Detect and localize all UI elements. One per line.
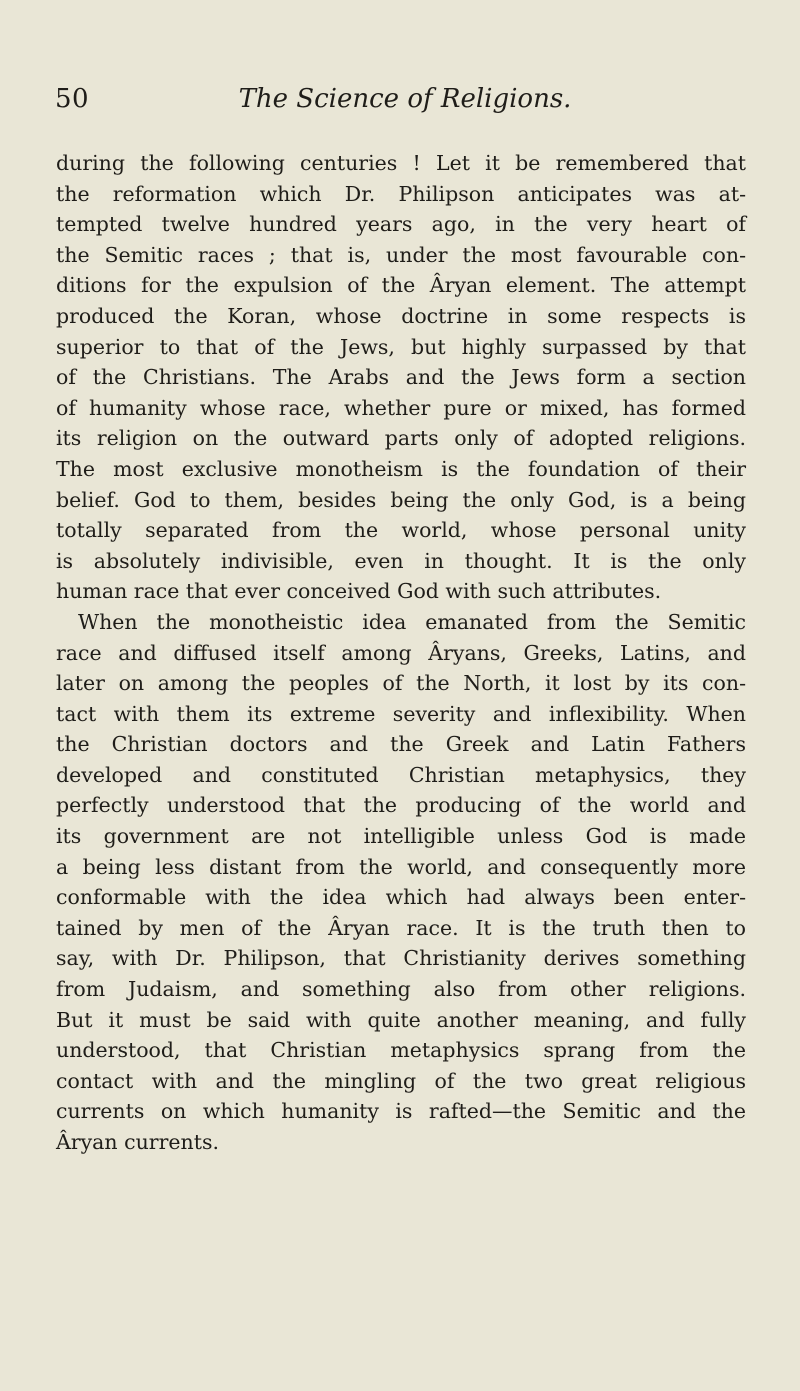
text-line: is absolutely indivisible, even in thought. It is the only — [56, 548, 746, 573]
text-line: the Semitic races ; that is, under the most favourable con- — [56, 242, 746, 267]
text-line: tact with them its extreme severity and inflexibility. When — [56, 701, 746, 726]
text-line: of the Christians. The Arabs and the Jews form a section — [56, 365, 746, 390]
text-line: human race that ever conceived God with such attributes. — [56, 579, 662, 604]
text-line: later on among the peoples of the North, it lost by its con- — [56, 671, 746, 696]
text-line: The most exclusive monotheism is the foundation of their — [56, 456, 746, 481]
text-line: of humanity whose race, whether pure or mixed, has formed — [56, 395, 746, 420]
text-line: a being less distant from the world, and consequently more — [56, 854, 746, 879]
text-line: its religion on the outward parts only of adopted religions. — [56, 426, 746, 451]
text-line: during the following centuries ! Let it be remembered that — [56, 151, 746, 175]
text-line: tempted twelve hundred years ago, in the very heart of — [56, 212, 746, 237]
text-line: Âryan currents. — [56, 1130, 220, 1154]
running-title: The Science of Religions. — [238, 84, 572, 114]
text-line: race and diffused itself among Âryans, Greeks, Latins, and — [56, 640, 746, 665]
page-number: 50 — [55, 84, 90, 114]
text-line: conformable with the idea which had always been enter- — [56, 885, 746, 910]
text-line: say, with Dr. Philipson, that Christianity derives something — [56, 946, 746, 971]
body-text — [56, 148, 746, 1158]
text-line: superior to that of the Jews, but highly surpassed by that — [56, 334, 746, 359]
text-line: understood, that Christian metaphysics sprang from the — [56, 1038, 746, 1063]
text-line: belief. God to them, besides being the only God, is a being — [56, 487, 746, 512]
text-line: developed and constituted Christian metaphysics, they — [56, 762, 746, 787]
text-line: But it must be said with quite another meaning, and fully — [56, 1007, 746, 1032]
text-line: the Christian doctors and the Greek and Latin Fathers — [56, 732, 746, 757]
text-line: ditions for the expulsion of the Âryan element. The attempt — [56, 273, 746, 298]
text-line: totally separated from the world, whose personal unity — [56, 518, 746, 543]
text-line: its government are not intelligible unless God is made — [56, 824, 746, 849]
text-line: produced the Koran, whose doctrine in some respects is — [56, 303, 746, 328]
text-line: the reformation which Dr. Philipson anticipates was at- — [56, 181, 746, 206]
page-header — [55, 84, 755, 124]
text-line: tained by men of the Âryan race. It is the truth then to — [56, 915, 746, 940]
text-line: from Judaism, and something also from other religions. — [56, 977, 746, 1002]
text-line: When the monotheistic idea emanated from the Semitic — [78, 609, 746, 634]
text-line: contact with and the mingling of the two great religious — [56, 1068, 746, 1093]
text-line: perfectly understood that the producing of the world and — [56, 793, 746, 818]
text-line: currents on which humanity is rafted—the Semitic and the — [56, 1099, 746, 1124]
